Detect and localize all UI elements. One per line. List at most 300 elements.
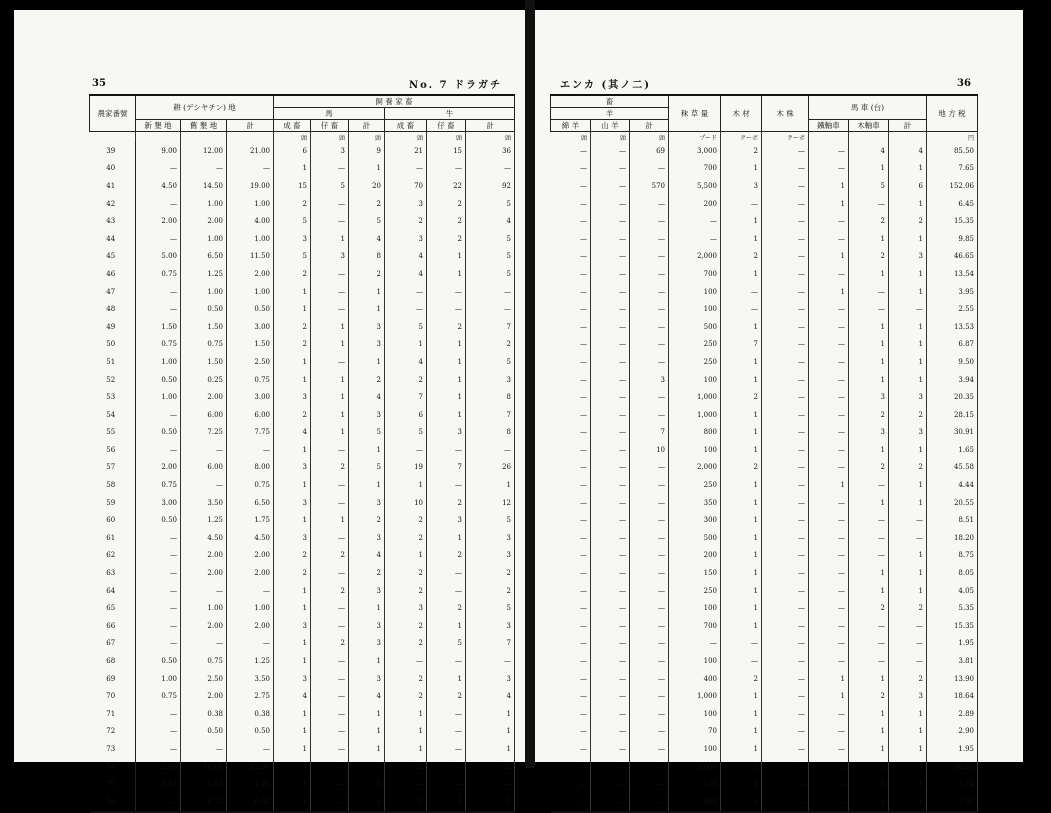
table-row (90, 318, 515, 336)
table-cell: 1 (889, 230, 927, 248)
table-cell: 2 (721, 248, 762, 266)
table-cell: 2 (427, 195, 466, 213)
table-cell: 1 (274, 441, 311, 459)
table-cell: — (551, 371, 591, 389)
table-cell: 1 (274, 371, 311, 389)
table-cell: — (809, 142, 849, 160)
table-cell: — (762, 775, 809, 793)
table-cell: 1 (349, 599, 385, 617)
table-cell: — (551, 617, 591, 635)
table-cell: 1 (809, 283, 849, 301)
col-group-livestock: 飼 養 家 畜 (274, 95, 515, 108)
table-cell: — (591, 723, 630, 741)
table-cell: 1 (889, 441, 927, 459)
table-cell: 3 (349, 617, 385, 635)
table-cell: 0.63 (136, 775, 181, 793)
table-row (90, 494, 515, 512)
table-cell: 2.00 (227, 564, 274, 582)
table-cell: 3 (274, 230, 311, 248)
table-cell: 4 (849, 142, 889, 160)
table-cell: — (591, 142, 630, 160)
table-cell: 5 (849, 177, 889, 195)
table-cell: — (809, 599, 849, 617)
table-cell: — (809, 212, 849, 230)
table-cell: 2 (311, 582, 349, 600)
table-cell: — (630, 793, 669, 812)
table-cell: 0.75 (136, 336, 181, 354)
table-cell: 1 (466, 723, 515, 741)
table-cell: — (630, 599, 669, 617)
table-cell: 2 (889, 406, 927, 424)
table-cell: 4.00 (227, 212, 274, 230)
table-row (551, 265, 978, 283)
table-cell: 1 (721, 406, 762, 424)
table-cell: — (551, 353, 591, 371)
table-cell: 1.65 (927, 441, 978, 459)
table-cell: 1 (889, 318, 927, 336)
table-row (551, 160, 978, 178)
farmer-id-cell: 42 (90, 195, 136, 213)
col-header-left-4: 仔 畜 (311, 120, 349, 132)
table-cell: — (551, 336, 591, 354)
table-cell: 3.74 (927, 775, 978, 793)
table-cell: 2 (385, 793, 427, 812)
table-cell: 2.00 (227, 265, 274, 283)
table-cell: — (591, 582, 630, 600)
table-cell: — (809, 388, 849, 406)
table-cell: 2 (311, 459, 349, 477)
table-cell: 1.00 (227, 283, 274, 301)
table-cell: — (809, 160, 849, 178)
farmer-id-cell: 73 (90, 740, 136, 758)
table-cell: — (762, 336, 809, 354)
table-cell: 21 (385, 758, 427, 776)
table-cell: 15.35 (927, 617, 978, 635)
table-row (90, 459, 515, 477)
table-cell: 1.25 (227, 775, 274, 793)
table-cell: 3 (385, 599, 427, 617)
table-cell: — (136, 195, 181, 213)
table-cell: 1 (849, 723, 889, 741)
table-cell: 0.50 (136, 652, 181, 670)
table-cell: — (551, 424, 591, 442)
table-cell: 3 (466, 547, 515, 565)
table-row (90, 599, 515, 617)
table-row (90, 635, 515, 653)
table-cell: 3 (466, 617, 515, 635)
table-cell: — (809, 300, 849, 318)
table-cell: 1 (849, 353, 889, 371)
table-cell: — (427, 283, 466, 301)
table-row (551, 547, 978, 565)
table-cell: — (385, 441, 427, 459)
table-cell: 1 (427, 388, 466, 406)
table-cell: 1 (466, 705, 515, 723)
col-subgroup-horse: 馬 (274, 108, 385, 120)
table-cell: 7 (466, 318, 515, 336)
table-cell: 1 (385, 740, 427, 758)
farmer-id-cell: 50 (90, 336, 136, 354)
table-cell: — (385, 775, 427, 793)
table-cell: 5 (427, 635, 466, 653)
table-cell: 9.00 (136, 142, 181, 160)
table-cell: 1.00 (181, 599, 227, 617)
table-cell: — (427, 300, 466, 318)
table-row (551, 300, 978, 318)
table-cell: — (762, 564, 809, 582)
table-row (551, 336, 978, 354)
table-cell: — (809, 353, 849, 371)
table-cell: 1 (721, 599, 762, 617)
table-cell: 15.35 (927, 212, 978, 230)
table-cell: 1 (721, 617, 762, 635)
table-cell: 1 (311, 230, 349, 248)
table-cell: — (591, 511, 630, 529)
table-cell: 1.50 (181, 318, 227, 336)
table-cell: 1 (809, 195, 849, 213)
table-cell: — (591, 652, 630, 670)
col-tax: 地 方 税 (927, 95, 978, 132)
table-row (90, 582, 515, 600)
table-cell: 6 (889, 177, 927, 195)
table-cell: — (762, 212, 809, 230)
table-cell: 1 (274, 582, 311, 600)
table-cell: 2 (849, 248, 889, 266)
table-cell: — (551, 248, 591, 266)
table-cell: 5 (466, 599, 515, 617)
table-cell: 3.95 (927, 793, 978, 812)
table-cell: 2 (349, 265, 385, 283)
table-cell: 3 (849, 758, 889, 776)
table-cell: 1.50 (227, 336, 274, 354)
table-cell: 0.50 (227, 723, 274, 741)
unit-cell: 頭 (630, 132, 669, 143)
table-cell: 1 (274, 635, 311, 653)
table-cell: — (630, 336, 669, 354)
table-cell: — (551, 441, 591, 459)
farmer-id-cell: 59 (90, 494, 136, 512)
table-cell: 2 (274, 547, 311, 565)
table-cell: 2 (274, 195, 311, 213)
farmer-id-cell: 76 (90, 793, 136, 812)
table-cell: — (762, 265, 809, 283)
table-row (90, 547, 515, 565)
table-cell: — (809, 265, 849, 283)
table-cell: 0.75 (136, 687, 181, 705)
table-cell: 2.00 (136, 212, 181, 230)
table-cell: — (551, 388, 591, 406)
table-cell: 1 (849, 740, 889, 758)
table-cell: 100 (669, 283, 721, 301)
table-cell: — (591, 406, 630, 424)
table-cell: 5 (385, 318, 427, 336)
table-cell: 3 (311, 142, 349, 160)
table-cell: 0.75 (181, 336, 227, 354)
farmer-id-cell: 56 (90, 441, 136, 459)
table-cell: 3 (849, 388, 889, 406)
table-cell: 8.75 (927, 547, 978, 565)
table-cell: — (809, 582, 849, 600)
table-cell: 1 (721, 511, 762, 529)
table-cell: — (427, 582, 466, 600)
table-cell: 0.38 (181, 705, 227, 723)
table-cell: 1 (311, 371, 349, 389)
col-subgroup-cattle: 牛 (385, 108, 515, 120)
table-cell: — (427, 652, 466, 670)
table-cell: 12 (466, 494, 515, 512)
table-cell: — (849, 617, 889, 635)
unit-cell (136, 132, 181, 143)
table-cell: 1 (721, 441, 762, 459)
table-cell: — (551, 687, 591, 705)
table-cell: 3.81 (927, 652, 978, 670)
table-cell: — (630, 705, 669, 723)
table-cell: — (427, 758, 466, 776)
table-row (551, 494, 978, 512)
table-cell: 1 (849, 371, 889, 389)
table-row (551, 617, 978, 635)
table-cell: — (591, 740, 630, 758)
table-cell: 1 (427, 336, 466, 354)
page-number-right: 36 (957, 78, 971, 89)
table-row (551, 441, 978, 459)
table-row (551, 582, 978, 600)
unit-row (90, 132, 515, 143)
col-hay: 秣 草 量 (669, 95, 721, 132)
table-cell: 2 (385, 371, 427, 389)
table-cell: — (721, 283, 762, 301)
table-cell: — (551, 142, 591, 160)
table-cell: 2 (849, 687, 889, 705)
table-cell: 2 (721, 388, 762, 406)
table-cell: — (136, 406, 181, 424)
table-cell: 2 (849, 599, 889, 617)
table-cell: — (591, 476, 630, 494)
table-cell: — (809, 617, 849, 635)
table-cell: 2 (385, 212, 427, 230)
table-cell: — (809, 723, 849, 741)
table-row (90, 177, 515, 195)
table-cell: — (630, 670, 669, 688)
table-cell: — (762, 740, 809, 758)
table-cell: 1 (274, 283, 311, 301)
table-cell: 6.50 (227, 494, 274, 512)
table-cell: 1 (311, 336, 349, 354)
table-cell: 1 (721, 160, 762, 178)
table-cell: 1 (721, 723, 762, 741)
table-cell: 3 (427, 511, 466, 529)
table-cell: 4 (349, 230, 385, 248)
table-cell: 2 (385, 687, 427, 705)
table-cell: — (427, 476, 466, 494)
left-data-table (89, 94, 515, 813)
table-cell: — (181, 476, 227, 494)
table-cell: 6.00 (181, 406, 227, 424)
table-cell: — (591, 300, 630, 318)
table-cell: — (721, 635, 762, 653)
table-cell: 7 (427, 459, 466, 477)
table-cell: 1 (274, 511, 311, 529)
table-cell: — (385, 300, 427, 318)
unit-cell: 頭 (551, 132, 591, 143)
table-cell: 1 (311, 424, 349, 442)
table-cell: 4 (889, 142, 927, 160)
table-cell: 5 (349, 758, 385, 776)
table-cell: 3 (427, 424, 466, 442)
col-header-left-7: 仔 畜 (427, 120, 466, 132)
table-cell: 3.95 (927, 283, 978, 301)
table-cell: 14.50 (181, 177, 227, 195)
table-cell: — (809, 652, 849, 670)
table-cell: 2 (274, 564, 311, 582)
table-cell: 700 (669, 617, 721, 635)
table-cell: — (311, 195, 349, 213)
table-cell: — (551, 547, 591, 565)
table-row (90, 793, 515, 812)
table-cell: 3 (274, 529, 311, 547)
table-cell: 1 (849, 336, 889, 354)
table-cell: — (762, 511, 809, 529)
table-cell: 15 (427, 142, 466, 160)
table-cell: — (630, 617, 669, 635)
table-cell: 3 (349, 635, 385, 653)
table-cell: 7 (466, 635, 515, 653)
table-cell: 1 (889, 336, 927, 354)
table-cell: 46.65 (927, 248, 978, 266)
table-row (551, 195, 978, 213)
table-cell: 1 (849, 670, 889, 688)
col-header-left-8: 計 (466, 120, 515, 132)
table-row (551, 424, 978, 442)
farmer-id-cell: 49 (90, 318, 136, 336)
table-cell: 200 (669, 195, 721, 213)
table-cell: — (630, 406, 669, 424)
table-cell: 1 (809, 687, 849, 705)
table-cell: 3 (349, 529, 385, 547)
table-cell: — (762, 248, 809, 266)
farmer-id-cell: 40 (90, 160, 136, 178)
table-cell: — (551, 265, 591, 283)
table-cell: 8 (466, 424, 515, 442)
table-cell: 2 (385, 670, 427, 688)
table-cell: — (136, 160, 181, 178)
table-cell: 0.50 (136, 511, 181, 529)
table-cell: 3 (466, 529, 515, 547)
table-cell: 100 (669, 300, 721, 318)
table-cell: 1 (385, 476, 427, 494)
table-cell: — (630, 687, 669, 705)
table-cell: 570 (630, 177, 669, 195)
table-cell: 1 (889, 793, 927, 812)
table-cell: — (762, 424, 809, 442)
table-cell: 2 (721, 459, 762, 477)
table-cell: 1 (349, 283, 385, 301)
table-cell: 0.50 (136, 424, 181, 442)
table-cell: 2 (427, 318, 466, 336)
table-cell: 1 (889, 195, 927, 213)
farmer-id-cell: 45 (90, 248, 136, 266)
table-row (90, 476, 515, 494)
table-cell: 1 (849, 494, 889, 512)
col-header-left-2: 計 (227, 120, 274, 132)
table-cell: 250 (669, 353, 721, 371)
table-cell: 100 (669, 775, 721, 793)
table-cell: 5 (466, 195, 515, 213)
table-cell: — (551, 195, 591, 213)
table-row (90, 441, 515, 459)
table-row (551, 177, 978, 195)
table-cell: — (136, 723, 181, 741)
table-cell: — (551, 300, 591, 318)
farmer-id-cell: 71 (90, 705, 136, 723)
table-cell: 1 (721, 476, 762, 494)
table-cell: — (809, 564, 849, 582)
table-cell: — (809, 775, 849, 793)
table-cell: — (136, 617, 181, 635)
farmer-id-cell: 60 (90, 511, 136, 529)
table-cell: — (311, 652, 349, 670)
table-cell: — (227, 740, 274, 758)
table-cell: 1 (349, 740, 385, 758)
table-cell: — (630, 318, 669, 336)
table-cell: 4 (385, 248, 427, 266)
table-cell: 100 (669, 793, 721, 812)
table-cell: 2 (427, 494, 466, 512)
table-cell: 7 (466, 406, 515, 424)
table-cell: — (762, 177, 809, 195)
table-row (90, 670, 515, 688)
table-cell: 5.00 (136, 248, 181, 266)
farmer-id-cell: 54 (90, 406, 136, 424)
table-cell: — (551, 283, 591, 301)
table-cell: 1 (274, 705, 311, 723)
table-cell: 9.50 (927, 353, 978, 371)
table-row (90, 705, 515, 723)
table-cell: — (181, 582, 227, 600)
table-cell: 19 (385, 459, 427, 477)
table-cell: 3 (427, 793, 466, 812)
table-cell: 1 (427, 353, 466, 371)
table-cell: — (591, 758, 630, 776)
table-row (90, 617, 515, 635)
table-cell: 6.50 (181, 248, 227, 266)
table-cell: — (591, 617, 630, 635)
table-cell: 2.75 (227, 687, 274, 705)
table-row (90, 336, 515, 354)
table-cell: 1 (889, 371, 927, 389)
unit-cell: 頭 (385, 132, 427, 143)
table-cell: — (136, 793, 181, 812)
table-cell: 1 (349, 652, 385, 670)
table-cell: 700 (669, 265, 721, 283)
col-header-left-6: 成 畜 (385, 120, 427, 132)
farmer-id-cell: 53 (90, 388, 136, 406)
farmer-id-cell: 44 (90, 230, 136, 248)
col-group-livestock-right: 畜 (551, 95, 669, 108)
table-cell: 4.50 (227, 529, 274, 547)
table-cell: — (551, 723, 591, 741)
table-cell: 4 (466, 687, 515, 705)
table-cell: 0.75 (136, 265, 181, 283)
table-cell: — (551, 177, 591, 195)
table-cell: 0.75 (227, 371, 274, 389)
table-cell: 3.50 (227, 670, 274, 688)
table-cell: 2 (849, 212, 889, 230)
table-cell: 150 (669, 564, 721, 582)
table-cell: — (591, 635, 630, 653)
table-cell: 1 (889, 775, 927, 793)
table-row (90, 283, 515, 301)
